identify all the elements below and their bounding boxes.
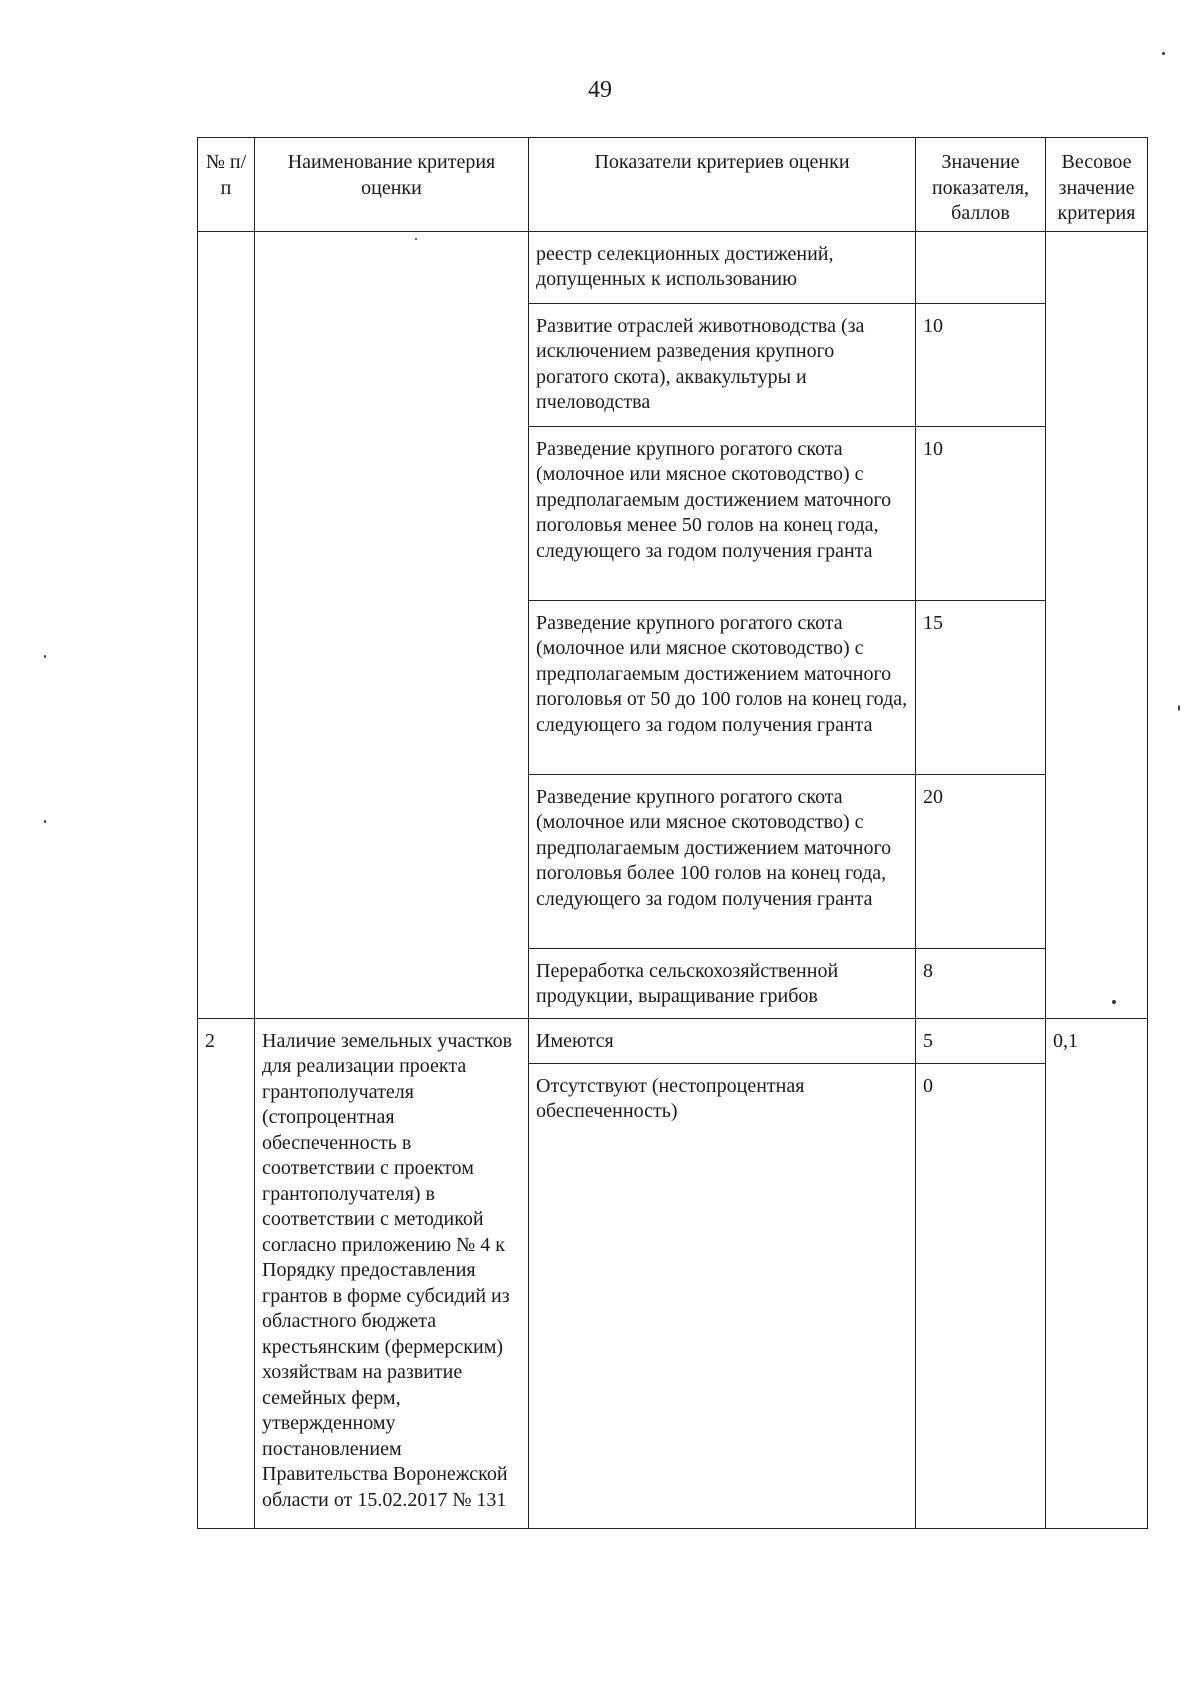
header-value: Значение показателя, баллов xyxy=(916,138,1046,232)
scan-speck xyxy=(1162,52,1165,55)
indicator-cell: Разведение крупного рогатого скота (молочное или мясное скотоводство) с предполагаемым достижением маточного поголовья от 50 до 100 голов на конец года, следующего за годом получения гранта xyxy=(529,600,916,774)
group2-name-cell: Наличие земельных участков для реализации проекта грантополучателя (стопроцентная обеспеченность в соответствии с проектом грантополучателя) в соответствии с методикой согласно приложению № 4 к Порядку предоставления грантов в форме субсидий из областного бюджета крестьянским (фермерским) хозяйствам на развитие семейных ферм, утвержденному постановлением Правительства Воронежской области от 15.02.2017 № 131 xyxy=(255,1018,529,1528)
table-header-row xyxy=(198,138,1148,232)
indicator-cell: Развитие отраслей животноводства (за исключением разведения крупного рогатого скота), аквакультуры и пчеловодства xyxy=(529,303,916,426)
value-cell: 15 xyxy=(916,600,1046,774)
value-cell: 10 xyxy=(916,303,1046,426)
table-row xyxy=(198,1018,1148,1063)
group1-weight-cell xyxy=(1046,231,1148,1018)
scan-speck xyxy=(44,820,46,823)
table-row xyxy=(198,231,1148,303)
header-num: № п/п xyxy=(198,138,255,232)
indicator-cell: Отсутствуют (нестопроцентная обеспеченность) xyxy=(529,1063,916,1528)
value-cell: 8 xyxy=(916,948,1046,1018)
indicator-cell: Разведение крупного рогатого скота (молочное или мясное скотоводство) с предполагаемым достижением маточного поголовья более 100 голов на конец года, следующего за годом получения гранта xyxy=(529,774,916,948)
header-weight: Весовое значение критерия xyxy=(1046,138,1148,232)
value-cell: 20 xyxy=(916,774,1046,948)
indicator-cell: Имеются xyxy=(529,1018,916,1063)
scan-speck xyxy=(44,655,46,658)
value-cell: 5 xyxy=(916,1018,1046,1063)
value-cell: 10 xyxy=(916,426,1046,600)
scan-speck xyxy=(415,238,417,240)
scan-speck xyxy=(1178,705,1180,711)
indicator-cell: реестр селекционных достижений, допущенных к использованию xyxy=(529,231,916,303)
group2-num-cell: 2 xyxy=(198,1018,255,1528)
indicator-cell: Переработка сельскохозяйственной продукции, выращивание грибов xyxy=(529,948,916,1018)
group2-weight-cell: 0,1 xyxy=(1046,1018,1148,1528)
page-number: 49 xyxy=(588,77,612,103)
criteria-table xyxy=(197,137,1148,1529)
value-cell: 0 xyxy=(916,1063,1046,1528)
header-indicators: Показатели критериев оценки xyxy=(529,138,916,232)
group1-num-cell xyxy=(198,231,255,1018)
group1-name-cell xyxy=(255,231,529,1018)
scan-speck xyxy=(1112,1000,1116,1004)
value-cell xyxy=(916,231,1046,303)
indicator-cell: Разведение крупного рогатого скота (молочное или мясное скотоводство) с предполагаемым достижением маточного поголовья менее 50 голов на конец года, следующего за годом получения гранта xyxy=(529,426,916,600)
header-criterion-name: Наименование критерия оценки xyxy=(255,138,529,232)
